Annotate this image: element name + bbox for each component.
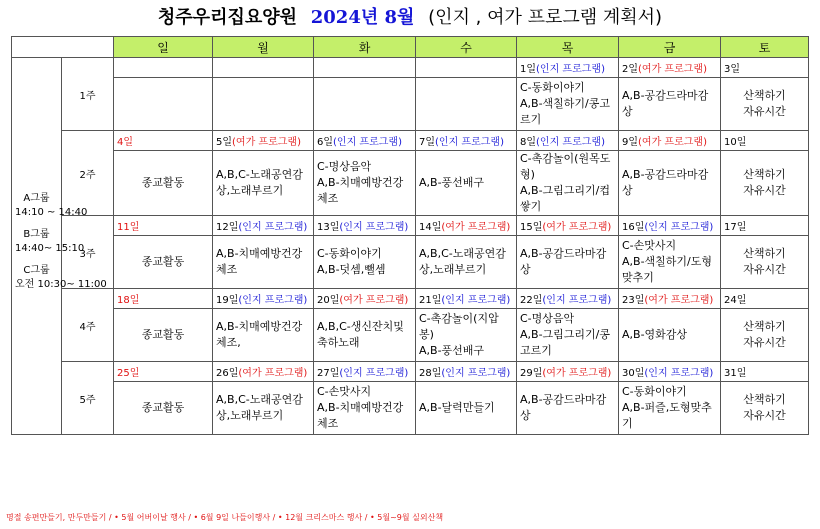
week-label: 2주 xyxy=(62,131,114,216)
date-cell xyxy=(416,289,517,309)
activity-text: C-동화이야기 A,B-퍼즐,도형맞추기 xyxy=(622,385,712,430)
day-header-0: 일 xyxy=(114,37,213,58)
activity-text: 산책하기 자유시간 xyxy=(743,320,786,349)
activity-row xyxy=(12,309,809,362)
program-type-tag: (인지 프로그램) xyxy=(536,64,605,75)
program-type-tag: (인지 프로그램) xyxy=(644,368,714,379)
program-type-tag: (인지 프로그램) xyxy=(542,295,612,306)
date-cell xyxy=(517,58,619,78)
activity-cell xyxy=(416,151,517,216)
activity-cell xyxy=(619,78,721,131)
date-number: 28일 xyxy=(419,368,442,379)
program-type-tag: (인지 프로그램) xyxy=(441,295,511,306)
activity-text: A,B-치매예방건강체조, xyxy=(216,320,303,349)
date-cell xyxy=(416,362,517,382)
date-row xyxy=(12,131,809,151)
activity-cell xyxy=(721,151,809,216)
activity-text: C-촉감놀이(원목도형) A,B-그림그리기/컵쌓기 xyxy=(520,152,611,213)
activity-text: 산책하기 자유시간 xyxy=(743,247,786,276)
activity-cell xyxy=(114,78,213,131)
activity-text: A,B-공감드라마감상 xyxy=(520,393,607,422)
group-name: A그룹 xyxy=(23,193,50,204)
activity-cell xyxy=(314,382,416,435)
activity-cell xyxy=(416,236,517,289)
program-type-tag: (인지 프로그램) xyxy=(339,222,409,233)
program-type-tag: (여가 프로그램) xyxy=(638,137,707,148)
date-cell xyxy=(517,362,619,382)
group-info xyxy=(15,192,88,220)
date-number: 1일 xyxy=(520,64,537,75)
activity-cell xyxy=(213,309,314,362)
date-cell xyxy=(114,289,213,309)
date-number: 7일 xyxy=(419,137,436,148)
page-title xyxy=(0,3,820,29)
activity-row xyxy=(12,151,809,216)
date-cell xyxy=(213,216,314,236)
date-cell xyxy=(114,216,213,236)
date-number: 18일 xyxy=(117,295,140,306)
header-blank-cell xyxy=(12,37,114,58)
activity-text: A,B,C-노래공연감상,노래부르기 xyxy=(419,247,506,276)
date-number: 13일 xyxy=(317,222,340,233)
program-type-tag: (인지 프로그램) xyxy=(536,137,605,148)
date-number: 2일 xyxy=(622,64,639,75)
date-cell xyxy=(619,289,721,309)
activity-cell xyxy=(517,236,619,289)
date-cell xyxy=(314,362,416,382)
activity-cell xyxy=(619,382,721,435)
activity-cell xyxy=(721,236,809,289)
week-label: 1주 xyxy=(62,58,114,131)
activity-row xyxy=(12,382,809,435)
date-cell xyxy=(314,131,416,151)
date-number: 29일 xyxy=(520,368,543,379)
activity-cell xyxy=(114,382,213,435)
date-cell xyxy=(416,131,517,151)
day-header-1: 월 xyxy=(213,37,314,58)
date-cell xyxy=(314,289,416,309)
date-cell xyxy=(619,58,721,78)
activity-text: A,B-공감드라마감상 xyxy=(622,168,709,197)
activity-cell xyxy=(721,309,809,362)
day-header-6: 토 xyxy=(721,37,809,58)
date-cell xyxy=(416,58,517,78)
date-number: 5일 xyxy=(216,137,233,148)
program-type-tag: (인지 프로그램) xyxy=(441,368,511,379)
group-time: 14:10 ~ 14:40 xyxy=(15,207,88,218)
activity-cell xyxy=(517,151,619,216)
date-cell xyxy=(517,289,619,309)
date-number: 30일 xyxy=(622,368,645,379)
activity-cell xyxy=(213,236,314,289)
activity-text: 산책하기 자유시간 xyxy=(743,89,786,118)
program-type-tag: (인지 프로그램) xyxy=(238,295,308,306)
activity-text: A,B-공감드라마감상 xyxy=(520,247,607,276)
date-number: 12일 xyxy=(216,222,239,233)
date-number: 27일 xyxy=(317,368,340,379)
group-time: 14:40~ 15:10 xyxy=(15,243,85,254)
activity-cell xyxy=(213,382,314,435)
activity-text: C-명상음악 A,B-그림그리기/콩고르기 xyxy=(520,312,610,357)
date-cell xyxy=(517,131,619,151)
date-cell xyxy=(114,58,213,78)
activity-text: C-동화이야기 A,B-덧셈,뺄셈 xyxy=(317,247,386,276)
date-cell xyxy=(114,362,213,382)
activity-text: A,B,C-노래공연감상,노래부르기 xyxy=(216,393,303,422)
facility-name: 청주우리집요양원 xyxy=(157,7,298,28)
activity-text: C-동화이야기 A,B-색칠하기/콩고르기 xyxy=(520,81,610,126)
group-info xyxy=(15,228,85,256)
program-type-tag: (여가 프로그램) xyxy=(441,222,511,233)
date-row xyxy=(12,362,809,382)
date-cell xyxy=(721,289,809,309)
date-cell xyxy=(314,216,416,236)
week-label: 3주 xyxy=(62,216,114,289)
activity-text: C-명상음악 A,B-치매예방건강체조 xyxy=(317,160,404,205)
date-row xyxy=(12,58,809,78)
date-number: 20일 xyxy=(317,295,340,306)
activity-text: A,B-풍선배구 xyxy=(419,176,485,189)
date-cell xyxy=(721,131,809,151)
program-type-tag: (여가 프로그램) xyxy=(238,368,308,379)
date-number: 17일 xyxy=(724,222,747,233)
program-type-tag: (여가 프로그램) xyxy=(542,222,612,233)
activity-cell xyxy=(517,309,619,362)
activity-cell xyxy=(416,382,517,435)
activity-text: C-손맛사지 A,B-치매예방건강체조 xyxy=(317,385,404,430)
day-header-row xyxy=(12,37,809,58)
activity-text: 종교활동 xyxy=(141,255,185,268)
date-number: 14일 xyxy=(419,222,442,233)
activity-cell xyxy=(314,236,416,289)
date-cell xyxy=(619,131,721,151)
activity-cell xyxy=(114,151,213,216)
program-type-tag: (여가 프로그램) xyxy=(644,295,714,306)
date-cell xyxy=(416,216,517,236)
date-row xyxy=(12,216,809,236)
footer-note: 명절 송편만들기, 만두만들기 / • 5월 어버이날 행사 / • 6월 9일 나들이행사 / • 12월 크리스마스 행사 / • 5월~9월 실외산책 xyxy=(6,513,444,522)
program-type-tag: (인지 프로그램) xyxy=(435,137,504,148)
date-cell xyxy=(721,362,809,382)
date-number: 16일 xyxy=(622,222,645,233)
title-period: 2024년 8월 xyxy=(310,7,415,28)
date-number: 11일 xyxy=(117,222,140,233)
group-name: C그룹 xyxy=(23,265,50,276)
activity-text: A,B-공감드라마감상 xyxy=(622,89,709,118)
activity-cell xyxy=(213,151,314,216)
activity-cell xyxy=(416,78,517,131)
date-row xyxy=(12,289,809,309)
activity-cell xyxy=(517,382,619,435)
activity-row xyxy=(12,236,809,289)
date-cell xyxy=(314,58,416,78)
activity-cell xyxy=(619,236,721,289)
group-name: B그룹 xyxy=(23,229,50,240)
program-type-tag: (인지 프로그램) xyxy=(339,368,409,379)
day-header-5: 금 xyxy=(619,37,721,58)
activity-text: 종교활동 xyxy=(141,176,185,189)
date-number: 3일 xyxy=(724,64,741,75)
date-cell xyxy=(517,216,619,236)
activity-cell xyxy=(517,78,619,131)
activity-text: A,B-치매예방건강체조 xyxy=(216,247,303,276)
week-label: 4주 xyxy=(62,289,114,362)
activity-text: C-촉감놀이(지압봉) A,B-풍선배구 xyxy=(419,312,499,357)
activity-row xyxy=(12,78,809,131)
activity-text: 종교활동 xyxy=(141,328,185,341)
day-header-3: 수 xyxy=(416,37,517,58)
date-cell xyxy=(213,362,314,382)
program-type-tag: (인지 프로그램) xyxy=(333,137,402,148)
program-type-tag: (인지 프로그램) xyxy=(238,222,308,233)
date-number: 26일 xyxy=(216,368,239,379)
title-subtitle: (인지 , 여가 프로그램 계획서) xyxy=(428,7,663,28)
date-number: 25일 xyxy=(117,368,140,379)
date-cell xyxy=(213,58,314,78)
date-number: 31일 xyxy=(724,368,747,379)
activity-text: 종교활동 xyxy=(141,401,185,414)
date-number: 15일 xyxy=(520,222,543,233)
activity-cell xyxy=(721,382,809,435)
date-cell xyxy=(721,58,809,78)
activity-cell xyxy=(114,236,213,289)
day-header-2: 화 xyxy=(314,37,416,58)
date-cell xyxy=(619,216,721,236)
activity-cell xyxy=(721,78,809,131)
week-label: 5주 xyxy=(62,362,114,435)
date-number: 24일 xyxy=(724,295,747,306)
date-number: 23일 xyxy=(622,295,645,306)
activity-cell xyxy=(619,151,721,216)
activity-cell xyxy=(619,309,721,362)
program-type-tag: (여가 프로그램) xyxy=(232,137,301,148)
activity-text: C-손맛사지 A,B-색칠하기/도형맞추기 xyxy=(622,239,712,284)
group-time: 오전 10:30~ 11:00 xyxy=(15,279,107,290)
program-type-tag: (여가 프로그램) xyxy=(339,295,409,306)
date-number: 19일 xyxy=(216,295,239,306)
program-type-tag: (여가 프로그램) xyxy=(542,368,612,379)
program-type-tag: (인지 프로그램) xyxy=(644,222,714,233)
activity-text: A,B,C-노래공연감상,노래부르기 xyxy=(216,168,303,197)
date-cell xyxy=(721,216,809,236)
date-number: 6일 xyxy=(317,137,334,148)
date-cell xyxy=(213,289,314,309)
activity-text: 산책하기 자유시간 xyxy=(743,393,786,422)
date-number: 10일 xyxy=(724,137,747,148)
group-info xyxy=(15,264,107,292)
activity-cell xyxy=(416,309,517,362)
date-number: 22일 xyxy=(520,295,543,306)
day-header-4: 목 xyxy=(517,37,619,58)
program-type-tag: (여가 프로그램) xyxy=(638,64,707,75)
activity-cell xyxy=(114,309,213,362)
activity-cell xyxy=(314,78,416,131)
date-cell xyxy=(619,362,721,382)
activity-text: A,B-달력만들기 xyxy=(419,401,495,414)
date-number: 8일 xyxy=(520,137,537,148)
date-cell xyxy=(213,131,314,151)
date-number: 9일 xyxy=(622,137,639,148)
activity-text: A,B-영화감상 xyxy=(622,328,688,341)
program-calendar-table xyxy=(11,36,809,435)
activity-cell xyxy=(314,309,416,362)
date-cell xyxy=(114,131,213,151)
activity-text: 산책하기 자유시간 xyxy=(743,168,786,197)
activity-text: A,B,C-생신잔치및 축하노래 xyxy=(317,320,404,349)
activity-cell xyxy=(213,78,314,131)
date-number: 21일 xyxy=(419,295,442,306)
date-number: 4일 xyxy=(117,137,134,148)
activity-cell xyxy=(314,151,416,216)
